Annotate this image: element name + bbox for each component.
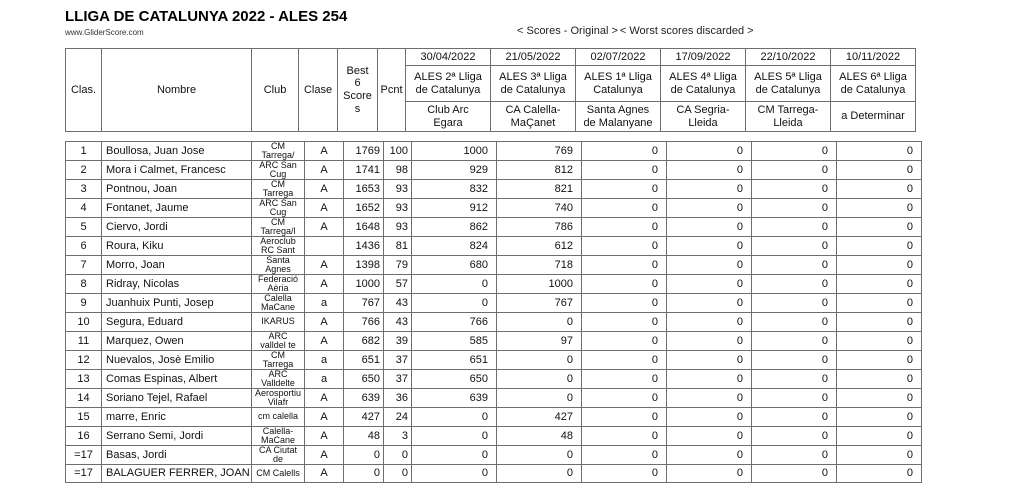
- event-name: ALES 3ª Lliga de Catalunya: [491, 66, 576, 102]
- cell-score: 0: [582, 180, 667, 199]
- cell-pcnt: 37: [384, 369, 412, 388]
- cell-score: 0: [582, 445, 667, 464]
- cell-best: 0: [344, 445, 384, 464]
- cell-pcnt: 93: [384, 218, 412, 237]
- cell-best: 1000: [344, 275, 384, 294]
- col-header-clas: Clas.: [66, 49, 102, 132]
- cell-clase: A: [305, 445, 344, 464]
- cell-score: 0: [837, 180, 922, 199]
- cell-club: [252, 294, 305, 313]
- cell-score: 0: [582, 294, 667, 313]
- cell-score: 0: [667, 407, 752, 426]
- cell-score: 612: [497, 237, 582, 256]
- cell-score: 0: [582, 369, 667, 388]
- cell-score: 0: [497, 388, 582, 407]
- cell-clase: a: [305, 350, 344, 369]
- event-venue: a Determinar: [831, 102, 916, 132]
- cell-best: 1741: [344, 161, 384, 180]
- club-text: CM Tarrega: [262, 350, 294, 369]
- event-date: 21/05/2022: [491, 49, 576, 66]
- cell-pcnt: 0: [384, 445, 412, 464]
- cell-pcnt: 57: [384, 275, 412, 294]
- cell-nombre: Basas, Jordi: [102, 445, 252, 464]
- cell-score: 0: [582, 218, 667, 237]
- cell-score: 0: [837, 256, 922, 275]
- cell-score: 0: [497, 445, 582, 464]
- cell-score: 0: [752, 294, 837, 313]
- cell-score: 0: [582, 199, 667, 218]
- cell-score: 0: [667, 161, 752, 180]
- cell-clase: A: [305, 180, 344, 199]
- cell-score: 0: [667, 218, 752, 237]
- cell-clas: 8: [66, 275, 102, 294]
- cell-clas: 3: [66, 180, 102, 199]
- event-venue: Club Arc Egara: [406, 102, 491, 132]
- results-body: [66, 142, 922, 483]
- club-text: ARC San Cug: [259, 199, 297, 217]
- table-row: [66, 388, 922, 407]
- cell-pcnt: 93: [384, 180, 412, 199]
- cell-club: [252, 369, 305, 388]
- club-text: CM Tarrega/l: [260, 218, 296, 236]
- cell-nombre: Juanhuix Punti, Josep: [102, 294, 252, 313]
- club-text: ARC Valldelte: [261, 369, 295, 388]
- cell-club: [252, 237, 305, 256]
- cell-clase: A: [305, 426, 344, 445]
- cell-score: 0: [752, 256, 837, 275]
- cell-nombre: Serrano Semi, Jordi: [102, 426, 252, 445]
- cell-score: 812: [497, 161, 582, 180]
- cell-score: 0: [582, 275, 667, 294]
- cell-pcnt: 24: [384, 407, 412, 426]
- cell-score: 0: [582, 464, 667, 483]
- cell-score: 0: [582, 237, 667, 256]
- cell-score: 718: [497, 256, 582, 275]
- club-text: CM Tarrega: [262, 180, 294, 198]
- cell-club: [252, 142, 305, 161]
- cell-score: 0: [752, 331, 837, 350]
- cell-pcnt: 0: [384, 464, 412, 483]
- cell-score: 585: [412, 331, 497, 350]
- cell-club: [252, 407, 305, 426]
- cell-score: 651: [412, 350, 497, 369]
- cell-score: 766: [412, 313, 497, 332]
- table-row: [66, 256, 922, 275]
- cell-clase: A: [305, 199, 344, 218]
- cell-score: 0: [752, 426, 837, 445]
- cell-clase: A: [305, 407, 344, 426]
- cell-score: 0: [497, 464, 582, 483]
- cell-best: 1652: [344, 199, 384, 218]
- cell-pcnt: 37: [384, 350, 412, 369]
- cell-clas: 10: [66, 313, 102, 332]
- cell-score: 639: [412, 388, 497, 407]
- event-name: ALES 5ª Lliga de Catalunya: [746, 66, 831, 102]
- club-text: CM Calells: [256, 468, 300, 478]
- cell-club: [252, 426, 305, 445]
- cell-score: 0: [837, 161, 922, 180]
- table-row: [66, 199, 922, 218]
- cell-score: 0: [667, 142, 752, 161]
- cell-best: 1436: [344, 237, 384, 256]
- cell-clas: 6: [66, 237, 102, 256]
- cell-clas: 1: [66, 142, 102, 161]
- cell-clas: 5: [66, 218, 102, 237]
- event-venue: CA Calella-MaÇanet: [491, 102, 576, 132]
- cell-score: 0: [837, 407, 922, 426]
- cell-score: 0: [412, 294, 497, 313]
- cell-score: 0: [837, 426, 922, 445]
- table-row: [66, 237, 922, 256]
- cell-clase: A: [305, 256, 344, 275]
- cell-pcnt: 3: [384, 426, 412, 445]
- cell-pcnt: 98: [384, 161, 412, 180]
- cell-clas: 16: [66, 426, 102, 445]
- cell-score: 0: [667, 426, 752, 445]
- cell-clase: A: [305, 142, 344, 161]
- event-date: 10/11/2022: [831, 49, 916, 66]
- event-venue: Santa Agnes de Malanyane: [576, 102, 661, 132]
- cell-score: 0: [837, 350, 922, 369]
- club-text: CM Tarrega/: [261, 142, 295, 160]
- cell-pcnt: 43: [384, 294, 412, 313]
- cell-score: 0: [752, 369, 837, 388]
- cell-score: 0: [582, 388, 667, 407]
- event-name: ALES 2ª Lliga de Catalunya: [406, 66, 491, 102]
- cell-score: 0: [412, 407, 497, 426]
- table-row: [66, 426, 922, 445]
- event-name: ALES 6ª Lliga de Catalunya: [831, 66, 916, 102]
- club-text: Aerosportiu Vilafr: [255, 388, 302, 407]
- cell-score: 0: [667, 256, 752, 275]
- table-row: [66, 161, 922, 180]
- cell-clase: a: [305, 369, 344, 388]
- gliderscore-link: www.GliderScore.com: [65, 28, 144, 37]
- cell-score: 0: [582, 161, 667, 180]
- cell-score: 0: [752, 445, 837, 464]
- cell-clase: A: [305, 464, 344, 483]
- club-text: cm calella: [258, 412, 299, 422]
- cell-clas: 11: [66, 331, 102, 350]
- cell-clase: A: [305, 313, 344, 332]
- cell-score: 0: [667, 350, 752, 369]
- cell-clase: a: [305, 294, 344, 313]
- cell-best: 651: [344, 350, 384, 369]
- cell-clas: 15: [66, 407, 102, 426]
- cell-best: 767: [344, 294, 384, 313]
- cell-clas: 2: [66, 161, 102, 180]
- cell-pcnt: 100: [384, 142, 412, 161]
- cell-clase: A: [305, 161, 344, 180]
- worst-scores-discarded-toggle[interactable]: < Worst scores discarded >: [619, 25, 754, 37]
- cell-score: 0: [837, 388, 922, 407]
- cell-score: 0: [582, 350, 667, 369]
- cell-best: 766: [344, 313, 384, 332]
- cell-club: [252, 180, 305, 199]
- col-header-nombre: Nombre: [102, 49, 252, 132]
- cell-nombre: Roura, Kiku: [102, 237, 252, 256]
- cell-best: 0: [344, 464, 384, 483]
- cell-score: 912: [412, 199, 497, 218]
- cell-score: 769: [497, 142, 582, 161]
- event-date: 02/07/2022: [576, 49, 661, 66]
- cell-clas: 14: [66, 388, 102, 407]
- cell-nombre: Ciervo, Jordi: [102, 218, 252, 237]
- cell-clas: =17: [66, 464, 102, 483]
- cell-club: [252, 331, 305, 350]
- cell-score: 1000: [497, 275, 582, 294]
- cell-score: 821: [497, 180, 582, 199]
- cell-nombre: Marquez, Owen: [102, 331, 252, 350]
- cell-nombre: Comas Espinas, Albert: [102, 369, 252, 388]
- cell-score: 786: [497, 218, 582, 237]
- cell-score: 767: [497, 294, 582, 313]
- cell-best: 427: [344, 407, 384, 426]
- club-text: ARC San Cug: [259, 161, 297, 179]
- event-venue: CA Segria-Lleida: [661, 102, 746, 132]
- cell-score: 650: [412, 369, 497, 388]
- cell-score: 0: [667, 464, 752, 483]
- event-venue: CM Tarrega-Lleida: [746, 102, 831, 132]
- cell-score: 0: [497, 313, 582, 332]
- event-date: 30/04/2022: [406, 49, 491, 66]
- cell-score: 0: [837, 331, 922, 350]
- cell-clas: 12: [66, 350, 102, 369]
- cell-score: 0: [837, 313, 922, 332]
- cell-score: 0: [752, 161, 837, 180]
- club-text: CA Ciutat de: [259, 445, 298, 464]
- cell-score: 0: [667, 199, 752, 218]
- cell-nombre: Mora i Calmet, Francesc: [102, 161, 252, 180]
- cell-score: 0: [667, 388, 752, 407]
- table-row: [66, 350, 922, 369]
- cell-score: 0: [582, 256, 667, 275]
- cell-clas: 13: [66, 369, 102, 388]
- cell-nombre: Soriano Tejel, Rafael: [102, 388, 252, 407]
- cell-score: 0: [752, 142, 837, 161]
- cell-score: 832: [412, 180, 497, 199]
- cell-score: 0: [667, 313, 752, 332]
- table-row: [66, 180, 922, 199]
- cell-score: 740: [497, 199, 582, 218]
- cell-score: 0: [837, 275, 922, 294]
- table-row: [66, 331, 922, 350]
- cell-club: [252, 256, 305, 275]
- cell-clase: [305, 237, 344, 256]
- table-row: [66, 369, 922, 388]
- col-header-club: Club: [252, 49, 299, 132]
- results-table: [65, 141, 922, 483]
- cell-best: 650: [344, 369, 384, 388]
- club-text: Santa Agnes: [265, 256, 291, 274]
- cell-best: 1398: [344, 256, 384, 275]
- cell-clase: A: [305, 218, 344, 237]
- club-text: Aeroclub RC Sant: [260, 237, 296, 255]
- cell-pcnt: 79: [384, 256, 412, 275]
- cell-score: 0: [752, 275, 837, 294]
- cell-score: 0: [667, 331, 752, 350]
- cell-score: 0: [412, 426, 497, 445]
- cell-pcnt: 36: [384, 388, 412, 407]
- cell-score: 48: [497, 426, 582, 445]
- club-text: IKARUS: [261, 317, 295, 327]
- cell-score: 0: [837, 218, 922, 237]
- cell-score: 0: [752, 350, 837, 369]
- cell-nombre: Ridray, Nicolas: [102, 275, 252, 294]
- cell-nombre: Morro, Joan: [102, 256, 252, 275]
- cell-club: [252, 313, 305, 332]
- cell-score: 0: [582, 331, 667, 350]
- cell-score: 0: [837, 369, 922, 388]
- cell-nombre: BALAGUER FERRER, JOAN: [102, 464, 252, 483]
- cell-score: 824: [412, 237, 497, 256]
- col-header-pcnt: Pcnt: [378, 49, 406, 132]
- cell-score: 1000: [412, 142, 497, 161]
- cell-score: 0: [412, 464, 497, 483]
- cell-score: 0: [837, 199, 922, 218]
- table-row: [66, 275, 922, 294]
- cell-score: 0: [837, 445, 922, 464]
- cell-score: 0: [837, 294, 922, 313]
- cell-club: [252, 161, 305, 180]
- cell-score: 0: [667, 275, 752, 294]
- cell-score: 0: [752, 218, 837, 237]
- cell-pcnt: 81: [384, 237, 412, 256]
- cell-score: 0: [667, 180, 752, 199]
- cell-score: 929: [412, 161, 497, 180]
- table-row: [66, 464, 922, 483]
- cell-score: 0: [497, 350, 582, 369]
- cell-club: [252, 445, 305, 464]
- cell-score: 0: [837, 464, 922, 483]
- cell-best: 639: [344, 388, 384, 407]
- cell-nombre: Fontanet, Jaume: [102, 199, 252, 218]
- cell-best: 1648: [344, 218, 384, 237]
- event-name: ALES 4ª Lliga de Catalunya: [661, 66, 746, 102]
- cell-score: 862: [412, 218, 497, 237]
- col-header-best6: Best 6 Scores: [338, 49, 378, 132]
- cell-score: 680: [412, 256, 497, 275]
- table-row: [66, 294, 922, 313]
- cell-best: 1653: [344, 180, 384, 199]
- table-row: [66, 313, 922, 332]
- event-date: 22/10/2022: [746, 49, 831, 66]
- cell-score: 0: [412, 445, 497, 464]
- cell-club: [252, 350, 305, 369]
- cell-nombre: marre, Enric: [102, 407, 252, 426]
- cell-score: 0: [752, 407, 837, 426]
- cell-club: [252, 199, 305, 218]
- cell-score: 0: [582, 407, 667, 426]
- table-row: [66, 445, 922, 464]
- cell-clas: 9: [66, 294, 102, 313]
- cell-best: 682: [344, 331, 384, 350]
- cell-score: 0: [582, 142, 667, 161]
- cell-score: 0: [412, 275, 497, 294]
- cell-clas: 7: [66, 256, 102, 275]
- cell-nombre: Boullosa, Juan Jose: [102, 142, 252, 161]
- cell-score: 97: [497, 331, 582, 350]
- event-name: ALES 1ª Lliga Catalunya: [576, 66, 661, 102]
- cell-pcnt: 43: [384, 313, 412, 332]
- cell-score: 0: [752, 313, 837, 332]
- cell-club: [252, 464, 305, 483]
- cell-score: 0: [752, 199, 837, 218]
- table-row: [66, 142, 922, 161]
- cell-score: 0: [752, 388, 837, 407]
- cell-nombre: Pontnou, Joan: [102, 180, 252, 199]
- cell-score: 0: [752, 464, 837, 483]
- cell-score: 0: [752, 180, 837, 199]
- club-text: ARC valldel te: [260, 331, 296, 350]
- event-date: 17/09/2022: [661, 49, 746, 66]
- col-header-clase: Clase: [299, 49, 338, 132]
- cell-clas: 4: [66, 199, 102, 218]
- club-text: Federació Aèria: [258, 275, 299, 293]
- cell-clase: A: [305, 331, 344, 350]
- cell-score: 0: [582, 426, 667, 445]
- cell-club: [252, 218, 305, 237]
- club-text: Calella-MaCane: [261, 426, 296, 445]
- cell-score: 427: [497, 407, 582, 426]
- scores-nav: [517, 25, 756, 37]
- cell-score: 0: [582, 313, 667, 332]
- cell-clas: =17: [66, 445, 102, 464]
- club-text: Calella MaCane: [261, 294, 296, 312]
- cell-score: 0: [837, 237, 922, 256]
- cell-club: [252, 388, 305, 407]
- cell-score: 0: [667, 294, 752, 313]
- scores-original-toggle[interactable]: < Scores - Original >: [517, 25, 618, 37]
- page-title: LLIGA DE CATALUNYA 2022 - ALES 254: [65, 8, 348, 25]
- table-row: [66, 218, 922, 237]
- cell-clase: A: [305, 275, 344, 294]
- cell-clase: A: [305, 388, 344, 407]
- cell-club: [252, 275, 305, 294]
- header-table: [65, 48, 916, 132]
- cell-pcnt: 93: [384, 199, 412, 218]
- cell-score: 0: [497, 369, 582, 388]
- table-row: [66, 407, 922, 426]
- cell-best: 48: [344, 426, 384, 445]
- cell-best: 1769: [344, 142, 384, 161]
- cell-score: 0: [667, 369, 752, 388]
- cell-score: 0: [667, 445, 752, 464]
- cell-score: 0: [752, 237, 837, 256]
- cell-pcnt: 39: [384, 331, 412, 350]
- cell-nombre: Nuevalos, Josè Emilio: [102, 350, 252, 369]
- cell-score: 0: [837, 142, 922, 161]
- cell-score: 0: [667, 237, 752, 256]
- cell-nombre: Segura, Eduard: [102, 313, 252, 332]
